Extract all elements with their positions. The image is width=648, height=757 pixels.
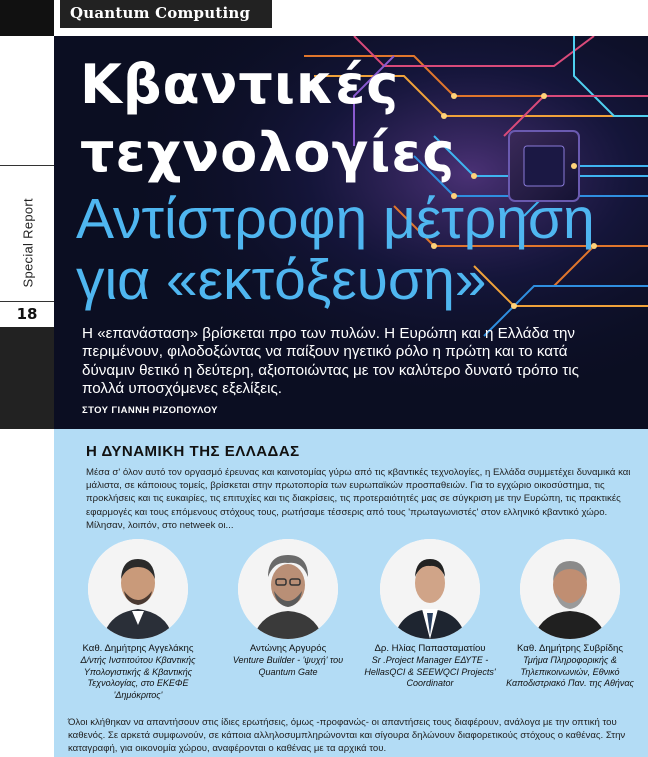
person-name: Δρ. Ηλίας Παπασταματίου: [374, 643, 486, 654]
avatar: [520, 539, 620, 639]
lead-paragraph: Η «επανάσταση» βρίσκεται προ των πυλών. Η Ευρώπη και η Ελλάδα την περιμένουν, φιλοδοξώντας να παίξουν ηγετικό ρόλο η πρώτη και το κατά δύναμιν θετικό η δεύτερη, αξιοποιώντας με τον καλύτερο δυνατό τρόπο τις πολλά υποσχόμενες εξελίξεις.: [82, 325, 579, 398]
person-name: Καθ. Δημήτρης Αγγελάκης: [82, 643, 194, 654]
person-card: [68, 539, 208, 701]
person-role: Τμήμα Πληροφορικής & Τηλεπικοινωνιών, Εθνικό Καποδιστριακό Παν. της Αθήνας: [506, 655, 634, 688]
margin-rule: [0, 301, 54, 302]
headline-line-2: τεχνολογίες: [80, 121, 456, 184]
people-row: [54, 539, 648, 709]
person-card: [360, 539, 500, 690]
subheadline-line-1: Αντίστροφη μέτρηση: [76, 187, 595, 251]
margin-top-bar: [0, 0, 54, 36]
page-number: 18: [16, 305, 38, 323]
box-outro-paragraph: Όλοι κλήθηκαν να απαντήσουν στις ίδιες ερωτήσεις, όμως -προφανώς- οι απαντήσεις τους διαφέρουν, ανάλογα με την οπτική του καθενός. Σε αρκετά συμφωνούν, σε κάποια αλληλοσυμπληρώνονται και σίγουρα δηλώνουν διαφορετικούς στόχους ο καθένας. Στην καταγραφή, για οικονομία χώρου, αναφέρονται ο καθένας με τα αρχικά του.: [68, 717, 626, 755]
avatar: [88, 539, 188, 639]
headline-line-1: Κβαντικές: [80, 53, 400, 116]
person-role: Venture Builder - 'ψυχή' του Quantum Gate: [232, 655, 344, 677]
subheadline-line-2: για «εκτόξευση»: [76, 248, 487, 312]
box-intro-paragraph: Μέσα σ' όλον αυτό τον οργασμό έρευνας και καινοτομίας γύρω από τις κβαντικές τεχνολογίες, η Ελλάδα συμμετέχει δυναμικά και μάλιστα, σε κάποιους τομείς, βρίσκεται στην πρωτοπορία των ευρωπαϊκών προσπαθειών. Για το εγχώριο οικοσύστημα, τις προκλήσεις και τις ευκαιρίες, τις επιτυχίες και τις διακρίσεις, τις προτεραιότητές μας σε σύγκριση με την Ευρώπη, τις πρακτικές εφαρμογές και τους επόμενους στόχους τους, ρωτήσαμε τέσσερις από τους 'πρωταγωνιστές' στον ελληνικό κβαντικό χώρο. Μίλησαν, λοιπόν, στο netweek οι...: [86, 467, 631, 531]
person-card: [218, 539, 358, 678]
section-label-text: Special Report: [20, 198, 36, 288]
person-name: Αντώνης Αργυρός: [249, 643, 327, 654]
box-heading: Η ΔΥΝΑΜΙΚΗ ΤΗΣ ΕΛΛΑΔΑΣ: [86, 443, 300, 460]
avatar: [380, 539, 480, 639]
sidebar-box: [54, 429, 648, 757]
person-role: Sr .Project Manager ΕΔΥΤΕ - HellasQCI & SEEWQCI Projects' Coordinator: [364, 655, 496, 688]
page-margin: [0, 0, 54, 757]
category-tag: Quantum Computing: [60, 0, 272, 28]
margin-block: [0, 327, 54, 429]
margin-rule: [0, 165, 54, 166]
person-role: Δ/ντής Ινστιτούτου Κβαντικής Υπολογιστικής & Κβαντικής Τεχνολογίας, στο ΕΚΕΦΕ 'Δημόκριτος': [80, 655, 196, 700]
portrait-icon: [88, 539, 188, 639]
section-label: [14, 190, 42, 290]
portrait-icon: [380, 539, 480, 639]
hero-banner: [54, 36, 648, 429]
portrait-icon: [520, 539, 620, 639]
portrait-icon: [238, 539, 338, 639]
person-name: Καθ. Δημήτρης Συβρίδης: [516, 643, 624, 654]
avatar: [238, 539, 338, 639]
byline: ΣΤΟΥ ΓΙΑΝΝΗ ΡΙΖΟΠΟΥΛΟΥ: [82, 405, 218, 416]
person-card: [500, 539, 640, 690]
